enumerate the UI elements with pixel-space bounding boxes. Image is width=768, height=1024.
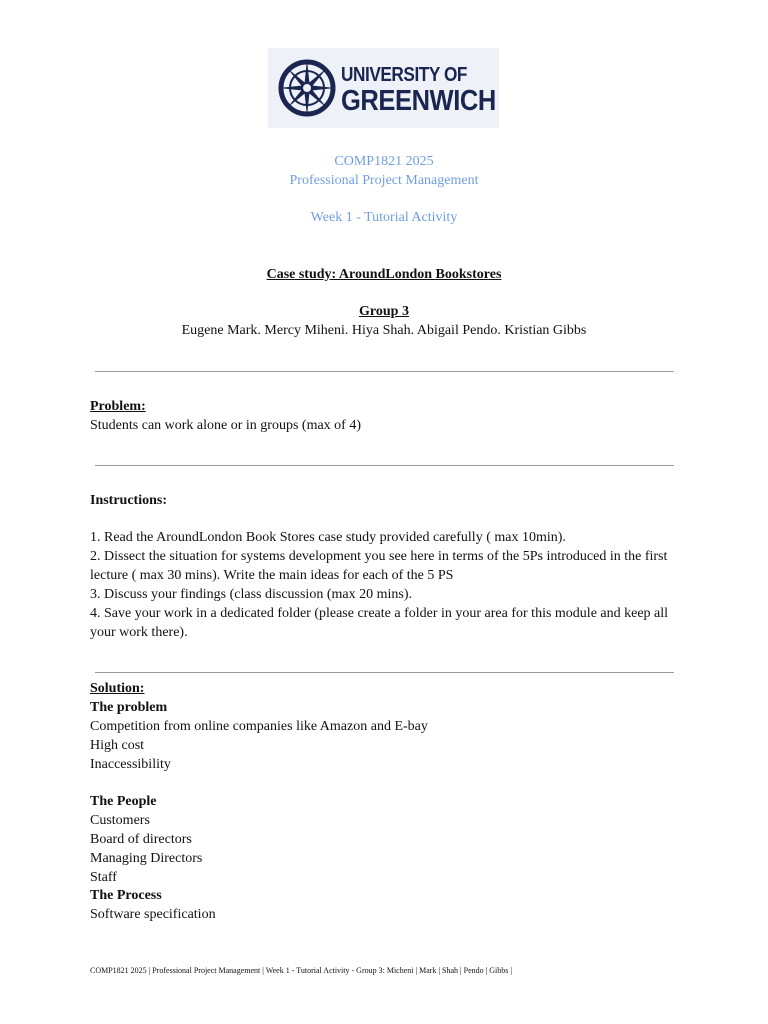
people-subheading: The People <box>90 794 157 809</box>
problem-text: Students can work alone or in groups (max of 4) <box>90 418 361 433</box>
instruction-line: 3. Discuss your findings (class discussion (max 20 mins). <box>90 587 412 602</box>
process-subheading: The Process <box>90 888 162 903</box>
divider <box>95 672 674 673</box>
instruction-line: 1. Read the AroundLondon Book Stores case study provided carefully ( max 10min). <box>90 530 566 545</box>
divider <box>95 465 674 466</box>
list-item: Staff <box>90 870 117 885</box>
logo-line-1: UNIVERSITY OF <box>341 64 467 86</box>
compass-rose-emblem-icon <box>276 57 338 119</box>
list-item: Customers <box>90 813 150 828</box>
solution-heading: Solution: <box>90 681 145 696</box>
list-item: Competition from online companies like Amazon and E-bay <box>90 719 428 734</box>
list-item: High cost <box>90 738 145 753</box>
list-item: Software specification <box>90 907 216 922</box>
logo-wordmark <box>341 65 517 116</box>
problem-subheading: The problem <box>90 700 168 715</box>
instruction-line: 4. Save your work in a dedicated folder (please create a folder in your area for this module and keep all <box>90 606 669 621</box>
group-label-wrap <box>0 303 768 321</box>
instructions-heading: Instructions: <box>90 493 168 508</box>
logo-line-2: GREENWICH <box>341 85 496 117</box>
instruction-line: 2. Dissect the situation for systems development you see here in terms of the 5Ps introduced in the first <box>90 549 668 564</box>
group-members: Eugene Mark. Mercy Miheni. Hiya Shah. Abigail Pendo. Kristian Gibbs <box>181 323 587 338</box>
list-item: Board of directors <box>90 832 192 847</box>
week-title: Week 1 - Tutorial Activity <box>310 210 458 225</box>
university-logo <box>268 48 499 128</box>
instruction-line: lecture ( max 30 mins). Write the main ideas for each of the 5 PS <box>90 568 454 583</box>
list-item: Managing Directors <box>90 851 203 866</box>
case-study-title: Case study: AroundLondon Bookstores <box>266 267 502 282</box>
course-code: COMP1821 2025 <box>334 154 434 169</box>
case-study-title-wrap <box>0 266 768 284</box>
problem-heading: Problem: <box>90 399 146 414</box>
course-title: Professional Project Management <box>289 173 479 188</box>
page-footer: COMP1821 2025 | Professional Project Management | Week 1 - Tutorial Activity - Group 3: Micheni | Mark | Shah | Pendo | Gibbs | <box>90 966 512 975</box>
list-item: Inaccessibility <box>90 757 171 772</box>
instruction-line: your work there). <box>90 625 188 640</box>
divider <box>95 371 674 372</box>
group-label: Group 3 <box>359 304 409 319</box>
